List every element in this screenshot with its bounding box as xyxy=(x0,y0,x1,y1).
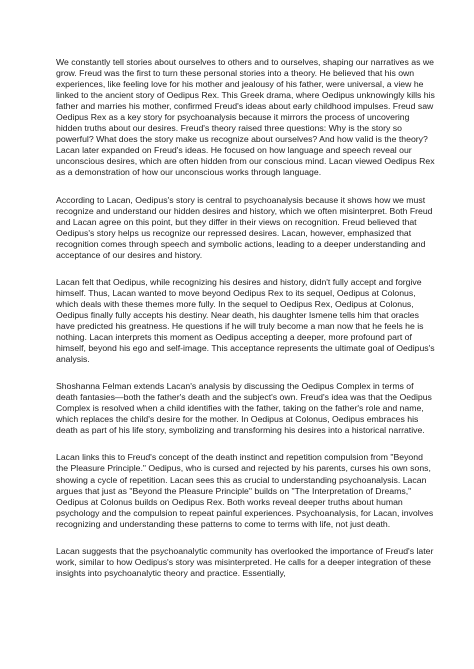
paragraph-oedipus-at-colonus: Lacan felt that Oedipus, while recognizing his desires and history, didn't fully accept and forgive himself. Thus, Lacan wanted to move beyond Oedipus Rex to its sequel, Oedipus at Colonus, which deals with these themes more fully. In the sequel to Oedipus Rex, Oedipus at Colonus, Oedipus finally fully accepts his destiny. Near death, his daughter Ismene tells him that oracles have predicted his greatness. He questions if he will truly become a man now that he feels he is nothing. Lacan interprets this moment as Oedipus accepting a deeper, more profound part of himself, beyond his ego and self-image. This acceptance represents the ultimate goal of Oedipus's analysis. xyxy=(56,276,435,365)
paragraph-death-instinct: Lacan links this to Freud's concept of the death instinct and repetition compulsion from "Beyond the Pleasure Principle." Oedipus, who is cursed and rejected by his parents, curses his own sons, showing a cycle of repetition. Lacan sees this as crucial to understanding psychoanalysis. Lacan argues that just as "Beyond the Pleasure Principle" builds on "The Interpretation of Dreams," Oedipus at Colonus builds on Oedipus Rex. Both works reveal deeper truths about human psychology and the compulsion to repeat painful experiences. Psychoanalysis, for Lacan, involves recognizing and understanding these patterns to come to terms with life, not just death. xyxy=(56,452,434,529)
paragraph-later-work: Lacan suggests that the psychoanalytic community has overlooked the importance of Freud's later work, similar to how Oedipus's story was misinterpreted. He calls for a deeper integration of these insights into psychoanalytic theory and practice. Essentially, xyxy=(56,545,434,578)
paragraph-felman-death-fantasies: Shoshanna Felman extends Lacan's analysis by discussing the Oedipus Complex in terms of death fantasies—both the father's death and the subject's own. Freud's idea was that the Oedipus Complex is resolved when a child identifies with the father, taking on the father's role and name, which replaces the child's desire for the mother. In Oedipus at Colonus, Oedipus embraces his death as part of his life story, symbolizing and transforming his desires into a historical narrative. xyxy=(56,381,432,436)
paragraph-lacan-recognition: According to Lacan, Oedipus's story is central to psychoanalysis because it shows how we must recognize and understand our hidden desires and history, which we often misinterpret. Both Freud and Lacan agree on this point, but they differ in their views on recognition. Freud believed that Oedipus's story helps us recognize our repressed desires. Lacan, however, emphasized that recognition comes through speech and symbolic actions, leading to a deeper understanding and acceptance of our desires and history. xyxy=(56,194,433,260)
paragraph-freud-stories: We constantly tell stories about ourselves to others and to ourselves, shaping our narratives as we grow. Freud was the first to turn these personal stories into a theory. He believed that his own experiences, like feeling love for his mother and jealousy of his father, were universal, a view he linked to the ancient story of Oedipus Rex. This Greek drama, where Oedipus unknowingly kills his father and marries his mother, confirmed Freud's ideas about early childhood impulses. Freud saw Oedipus Rex as a key story for psychoanalysis because it mirrors the process of uncovering hidden truths about our desires. Freud's theory raised three questions: Why is the story so powerful? What does the story make us recognize about ourselves? And how valid is the theory? Lacan later expanded on Freud's ideas. He focused on how language and speech reveal our unconscious desires, which are often hidden from our conscious mind. Lacan viewed Oedipus Rex as a demonstration of how our unconscious works through language. xyxy=(56,57,435,178)
